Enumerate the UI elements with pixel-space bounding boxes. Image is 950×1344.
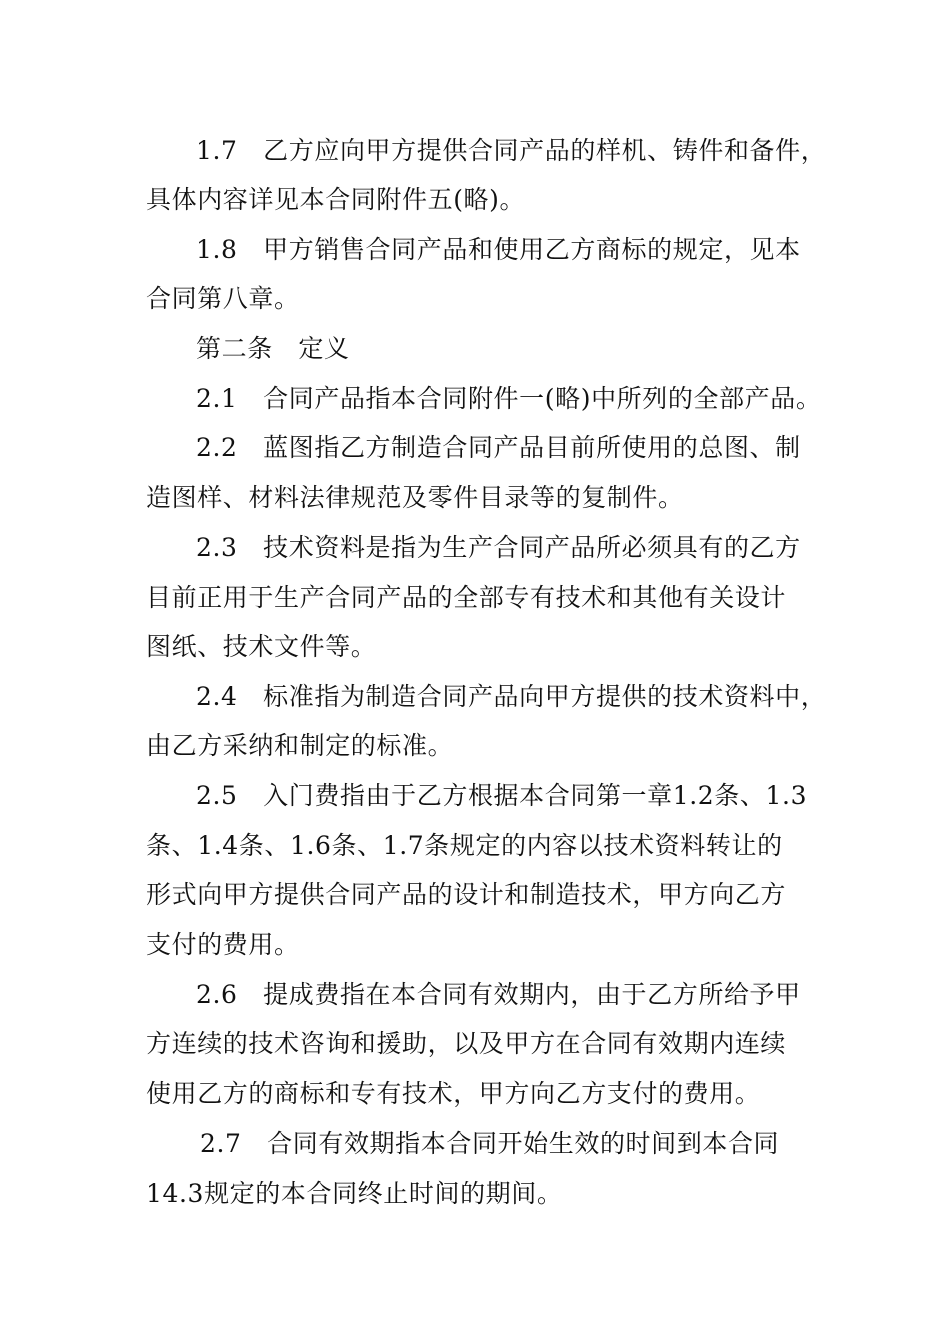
clause-2-2-line-1: 2.2 蓝图指乙方制造合同产品目前所使用的总图、制 <box>196 433 801 462</box>
clause-2-1-line-1: 2.1 合同产品指本合同附件一(略)中所列的全部产品。 <box>196 384 822 413</box>
clause-2-6-line-1: 2.6 提成费指在本合同有效期内，由于乙方所给予甲 <box>196 980 801 1009</box>
article-2-heading: 第二条 定义 <box>196 334 350 363</box>
clause-2-4-line-1: 2.4 标准指为制造合同产品向甲方提供的技术资料中， <box>196 682 827 711</box>
clause-1-7-line-2: 具体内容详见本合同附件五(略)。 <box>146 185 526 214</box>
clause-2-5-line-2: 条、1.4条、1.6条、1.7条规定的内容以技术资料转让的 <box>146 831 783 860</box>
clause-2-7-line-1: 2.7 合同有效期指本合同开始生效的时间到本合同 <box>200 1129 780 1158</box>
clause-2-5-line-4: 支付的费用。 <box>146 930 300 959</box>
clause-2-4-line-2: 由乙方采纳和制定的标准。 <box>146 731 454 760</box>
clause-2-6-line-2: 方连续的技术咨询和援助，以及甲方在合同有效期内连续 <box>146 1029 787 1058</box>
clause-1-7-line-1: 1.7 乙方应向甲方提供合同产品的样机、铸件和备件， <box>196 136 827 165</box>
clause-2-2-line-2: 造图样、材料法律规范及零件目录等的复制件。 <box>146 483 684 512</box>
clause-2-5-line-3: 形式向甲方提供合同产品的设计和制造技术，甲方向乙方 <box>146 880 787 909</box>
clause-2-6-line-3: 使用乙方的商标和专有技术，甲方向乙方支付的费用。 <box>146 1079 761 1108</box>
clause-2-3-line-2: 目前正用于生产合同产品的全部专有技术和其他有关设计 <box>146 583 787 612</box>
clause-1-8-line-1: 1.8 甲方销售合同产品和使用乙方商标的规定，见本 <box>196 235 801 264</box>
clause-2-3-line-3: 图纸、技术文件等。 <box>146 632 377 661</box>
clause-2-3-line-1: 2.3 技术资料是指为生产合同产品所必须具有的乙方 <box>196 533 801 562</box>
clause-2-5-line-1: 2.5 入门费指由于乙方根据本合同第一章1.2条、1.3 <box>196 781 808 810</box>
clause-1-8-line-2: 合同第八章。 <box>146 284 300 313</box>
clause-2-7-line-2: 14.3规定的本合同终止时间的期间。 <box>146 1179 563 1208</box>
